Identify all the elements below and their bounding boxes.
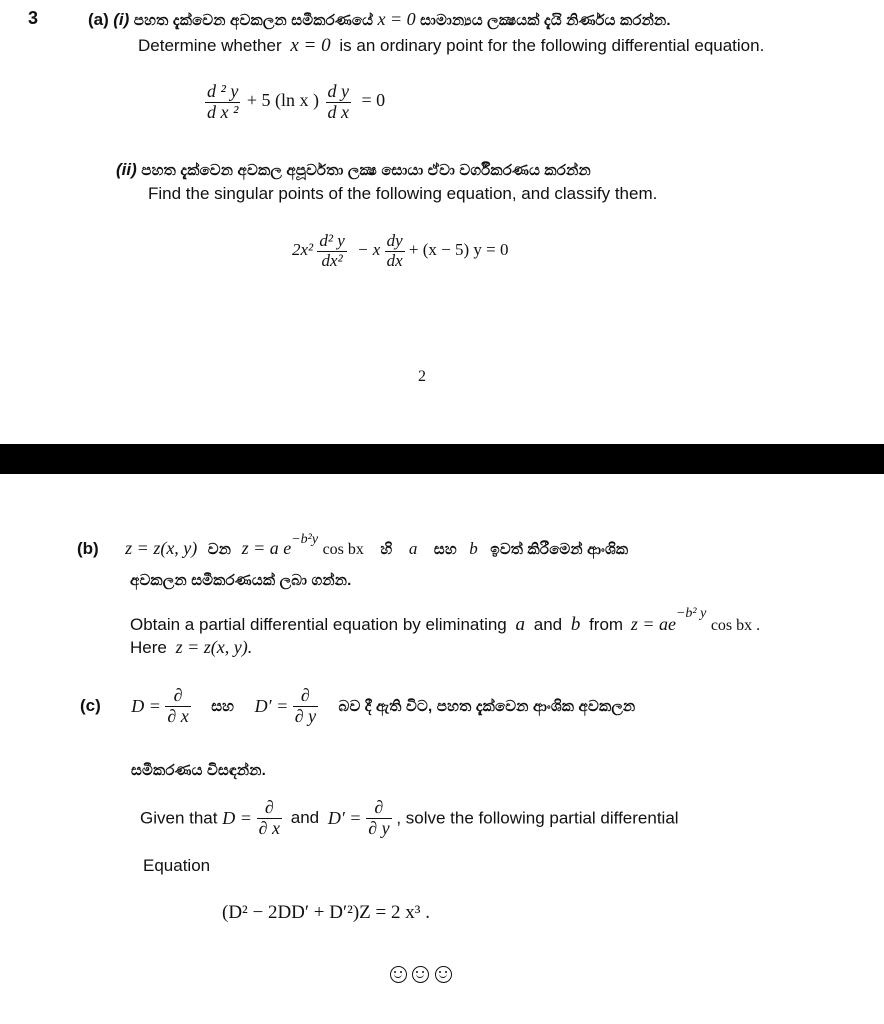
denominator: d x ² [207,101,239,122]
numerator: d ² y [207,81,239,101]
sinhala-text: සහ [433,541,457,558]
part-c-sinhala-line-2: සමීකරණය විසඳන්න. [131,762,266,779]
page-number: 2 [418,368,426,385]
part-c-line-1 [80,686,635,727]
denominator: ∂ x [167,705,189,726]
equation-coef: − x [357,240,381,260]
sinhala-text: පහත දැක්වෙන අවකලන සමීකරණයේ [133,12,374,29]
math-d-lhs: D = [222,807,252,828]
english-text: Obtain a partial differential equation by eliminating [130,615,507,634]
english-text: is an ordinary point for the following differential equation. [339,36,765,55]
part-a-i-label: (i) [113,10,130,29]
math-var-a: a [515,614,525,635]
sinhala-text: වන [207,541,232,558]
math-var-a: a [408,539,418,558]
numerator: d² y [319,231,345,250]
page-divider [0,444,884,474]
part-a-label: (a) [88,10,109,29]
fraction-dy-dx [326,82,352,123]
part-c-final-equation: (D² − 2DD′ + D′²)Z = 2 x³ . [222,902,430,923]
equation-mid: + 5 (ln x ) [246,90,320,111]
part-c-label: (c) [80,696,101,716]
denominator: d x [327,101,350,122]
numerator: ∂ [293,686,318,707]
question-number: 3 [28,8,39,28]
fraction-partial-y [366,798,391,839]
numerator: ∂ [366,798,391,819]
denominator: dx [386,250,403,270]
formula-tail: cos bx [322,541,364,558]
numerator: ∂ [257,798,282,819]
part-b-here [130,637,252,658]
footer-smileys [390,966,453,988]
equation-1 [205,82,385,123]
math-dprime-lhs: D′ = [254,695,289,716]
english-text: and [533,615,563,634]
equation-2 [292,232,508,270]
sinhala-text: බව දී ඇති විට, පහත දැක්වෙන ආංශික අවකලන [338,697,636,715]
sinhala-text: සාමාන්‍යය ලක්‍ෂයක් දැයි නිර්ණය කරන්න. [420,12,671,29]
part-b-line-1 [77,532,629,559]
part-a-ii-sinhala [116,160,591,180]
part-c-equation-word: Equation [143,856,211,875]
english-text: Determine whether [138,36,282,55]
formula-base: z = a e [241,538,292,558]
english-text: from [589,615,624,634]
equation-coef: 2x² [292,240,314,260]
part-a-ii-english: Find the singular points of the following equation, and classify them. [148,184,658,203]
numerator: d y [327,81,350,101]
english-text: Given that [140,808,218,828]
part-a-ii-label: (ii) [116,160,137,179]
smiley-icon [412,966,429,983]
fraction-partial-x [257,798,282,839]
numerator: dy [386,231,403,250]
math-x0: x = 0 [377,9,416,29]
part-a-i-english [138,35,764,57]
formula-exponent: −b²y [291,532,319,547]
formula-base: z = ae [630,614,676,634]
equation-rhs: = 0 [361,90,386,111]
smiley-icon [435,966,452,983]
smiley-icon [390,966,407,983]
fraction-partial-x [165,686,190,727]
sinhala-text: ඉවත් කිරීමෙන් ආංශික [490,541,629,558]
sinhala-text: පහත දැක්වෙන අවකල අපූර්වතා ලක්‍ෂ සොයා ඒවා වර්ගීකරණය කරන්න [141,162,591,179]
part-a-i-sinhala [88,9,671,30]
fraction-d2y-dx2 [317,232,346,270]
english-text: , solve the following partial differential [396,808,679,828]
denominator: ∂ y [368,817,390,838]
equation-tail: + (x − 5) y = 0 [408,240,509,260]
denominator: ∂ x [258,817,281,838]
math-formula [241,532,369,558]
denominator: ∂ y [294,705,317,726]
english-text: and [290,808,320,828]
part-b-english [130,606,761,636]
math-x0: x = 0 [290,35,331,56]
fraction-dy-dx [385,232,405,270]
denominator: dx² [321,250,343,270]
part-b-label: (b) [77,539,99,558]
math-var-b: b [570,614,581,635]
part-c-english-given [140,798,679,839]
fraction-d2y-dx2 [205,82,240,123]
numerator: ∂ [165,686,190,707]
formula-exponent: −b² y [675,606,707,621]
math-z-def: z = z(x, y). [175,637,253,657]
english-text: Here [130,638,167,657]
part-b-sinhala-line-2: අවකලන සමීකරණයක් ලබා ගන්න. [130,572,352,589]
math-d-lhs: D = [131,695,161,716]
sinhala-text: හි [380,541,393,558]
fraction-partial-y [293,686,318,727]
math-dprime-lhs: D′ = [327,807,362,828]
sinhala-text: සහ [211,697,235,715]
formula-tail: cos bx . [710,617,761,634]
math-formula [630,606,761,634]
math-z-def: z = z(x, y) [125,538,198,558]
math-var-b: b [469,539,478,558]
